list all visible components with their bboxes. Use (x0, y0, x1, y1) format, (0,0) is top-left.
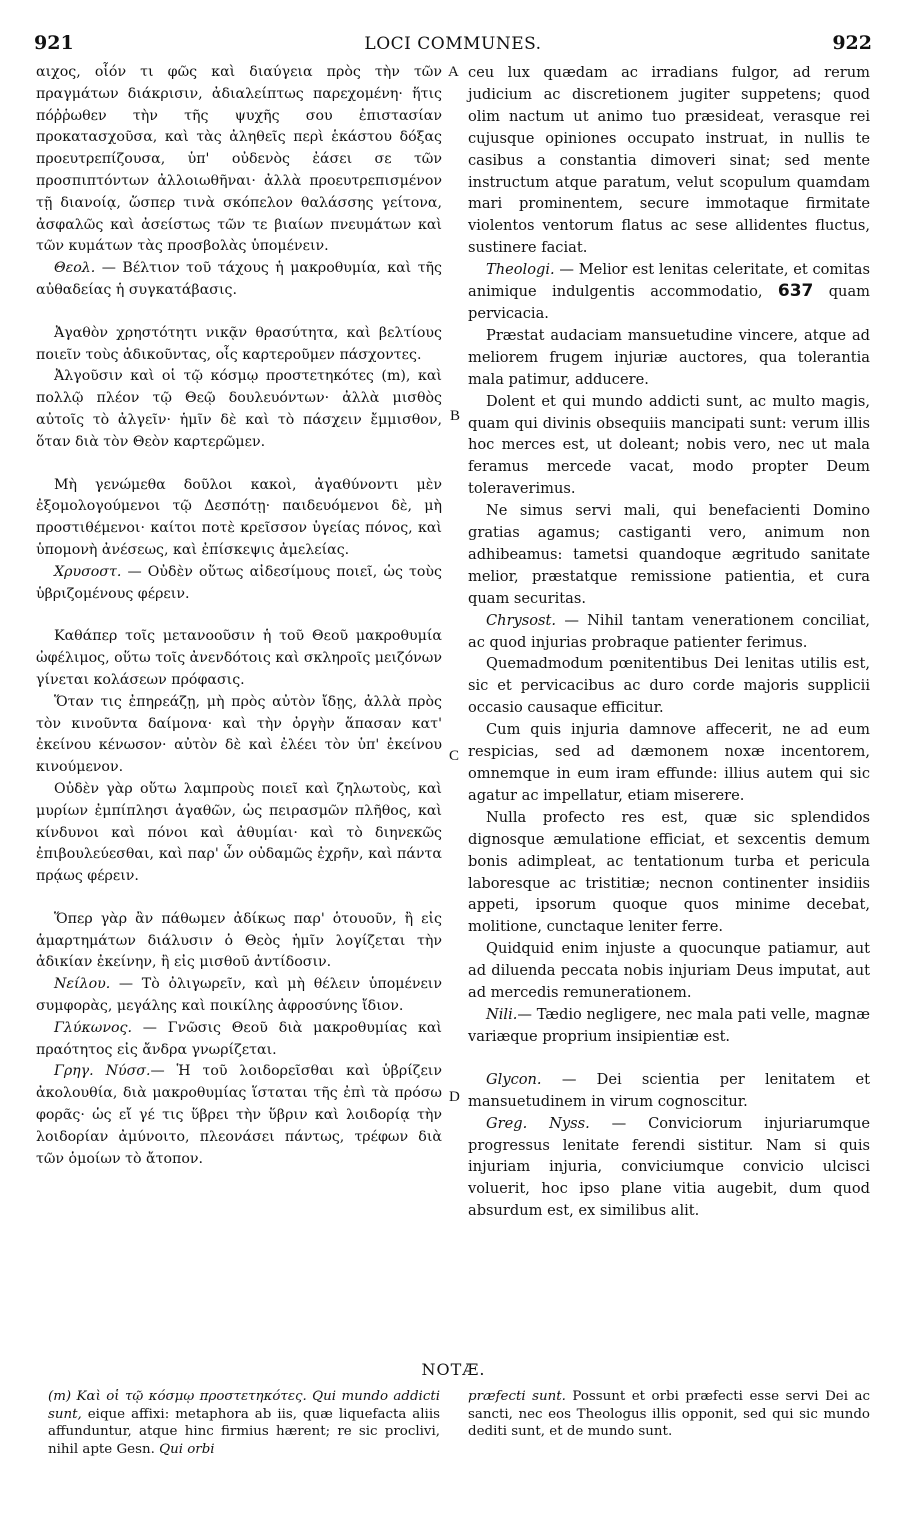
note-lemma-cont: præfecti sunt. (468, 1389, 566, 1404)
author-label: Γλύκωνος. (54, 1019, 132, 1036)
greek-paragraph (36, 779, 442, 888)
paragraph-text: — Ἡ τοῦ λοιδορεῖσθαι καὶ ὑβρίζειν ἀκολουθία, διὰ μακροθυμίας ἵσταται τῆς ἐπὶ τὰ πρόσω φορᾶς· ὡς εἴ γέ τις ὕβρει τὴν ὕβριν καὶ λοιδορίᾳ τὴν λοιδορίαν ἀμύνοιτο, πλεονάσει πάντως, τρέφων διὰ τῶν ὁμοίων τὸ ἄτοπον. (36, 1063, 442, 1167)
note-continuation: Qui orbi (159, 1441, 215, 1457)
author-label: Νείλου. (54, 976, 111, 993)
paragraph-text: — Dei scientia per lenitatem et mansuetudinem in virum cognoscitur. (468, 1070, 870, 1110)
note-lemma: (m) Καὶ οἱ τῷ κόσμῳ προστετηκότες. Qui mundo addicti sunt, (48, 1389, 440, 1422)
latin-paragraph (468, 391, 870, 501)
section-marker-a: A (448, 64, 459, 80)
paragraph-text-after: quam pervicacia. (468, 283, 870, 322)
latin-paragraph (468, 325, 870, 391)
greek-paragraph (36, 626, 442, 691)
latin-paragraph (468, 1004, 870, 1048)
latin-paragraph (468, 1069, 870, 1113)
paragraph-text: — Melior est lenitas celeritate, et comitas animique indulgentis accommodatio, (468, 261, 870, 301)
note-text: eique affixi: metaphora ab iis, quæ liquefacta aliis affunduntur, atque hinc firmius hærent; re sic proclivi, nihil apte Gesn. (48, 1406, 440, 1457)
latin-paragraph (468, 500, 870, 610)
greek-paragraph (36, 475, 442, 562)
paragraph-text: ceu lux quædam ac irradians fulgor, ad rerum judicium ac discretionem jugiter suppetens; quod olim nactum ut animo tuo præsideat, verasque rei cujusque opiniones occupato instruat, in nullis te casibus a constantia dimoveri sinat; sed mente instructum atque paratum, velut scopulum quamdam mari prominentem, secure immotaque firmitate violentos ventorum flatus ac sese allidentes fluctus, sustinere faciat. (468, 64, 870, 257)
greek-paragraph (36, 562, 442, 606)
latin-paragraph (468, 938, 870, 1004)
author-label: Nili. (486, 1005, 518, 1023)
author-label: Glycon. (486, 1070, 542, 1088)
paragraph-text: Nulla profecto res est, quæ sic splendidos dignosque æmulatione efficiat, et sexcentis demum bonis adimpleat, ac tentationum turba et pericula laboresque ac tristitiæ; necnon continenter insidiis appeti, ipsorum quoque quos minime decebat, molitione, cunctaque leniter ferre. (468, 808, 870, 936)
latin-paragraph (468, 610, 870, 654)
paragraph-text: — Γνῶσις Θεοῦ διὰ μακροθυμίας καὶ πραότητος εἰς ἄνδρα γνωρίζεται. (36, 1019, 442, 1058)
latin-paragraph (468, 1113, 870, 1223)
paragraph-text: — Nihil tantam venerationem conciliat, ac quod injurias probraque patienter ferimus. (468, 611, 870, 651)
author-label: Theologi. (486, 261, 555, 279)
paragraph-text: Quemadmodum pœnitentibus Dei lenitas utilis est, sic et pervicacibus ac duro corde majoris supplicii occasio causaque efficitur. (468, 655, 870, 717)
paragraph-text: — Βέλτιον τοῦ τάχους ἡ μακροθυμία, καὶ τῆς αὐθαδείας ἡ συγκατάβασις. (36, 260, 442, 298)
paragraph-text: Præstat audaciam mansuetudine vincere, atque ad meliorem frugem injuriæ auctores, qua tolerantia mala patimur, adducere. (468, 326, 870, 388)
paragraph-text: Dolent et qui mundo addicti sunt, ac multo magis, quam qui divinis obsequiis mancipati sunt: verum illis hoc merces est, ut doleant; nobis vero, nec ut mala feramus mercede vacat, modo propter Deum toleraverimus. (468, 392, 870, 498)
greek-paragraph (36, 1061, 442, 1170)
paragraph-text: Ὅταν τις ἐπηρεάζῃ, μὴ πρὸς αὐτὸν ἴδῃς, ἀλλὰ πρὸς τὸν κινοῦντα δαίμονα· καὶ τὴν ὀργὴν ἅπασαν κατ' ἐκείνου κένωσον· αὐτὸν δὲ καὶ ἐλέει τὸν ὑπ' ἐκείνου κινούμενον. (36, 693, 442, 776)
page-number-right: 922 (832, 32, 872, 54)
latin-paragraph (468, 807, 870, 938)
paragraph-text: — Τὸ ὀλιγωρεῖν, καὶ μὴ θέλειν ὑπομένειν συμφορὰς, μεγάλης καὶ ποικίλης ἀφροσύνης ἴδιον. (36, 976, 442, 1015)
latin-paragraph (468, 719, 870, 807)
paragraph-text: Ὅπερ γὰρ ἂν πάθωμεν ἀδίκως παρ' ὁτουοῦν, ἢ εἰς ἁμαρτημάτων διάλυσιν ὁ Θεὸς ἡμῖν λογίζεται τὴν ἀδικίαν ἐκείνην, ἢ εἰς μισθοῦ ἀντίδοσιν. (36, 910, 442, 971)
paragraph-text: — Conviciorum injuriarumque progressus lenitate ferendi sistitur. Nam si quis injuriam injuria, conviciumque convicio ulcisci voluerit, hoc ipso plane vitia augebit, dum quod absurdum est, ex similibus alit. (468, 1114, 870, 1220)
author-label: Θεολ. (54, 260, 96, 277)
greek-paragraph (36, 974, 442, 1018)
latin-paragraph (468, 653, 870, 719)
column-number: 637 (777, 281, 814, 302)
paragraph-text: Οὐδὲν γὰρ οὕτω λαμπροὺς ποιεῖ καὶ ζηλωτοὺς, καὶ μυρίων ἐμπίπλησι ἀγαθῶν, ὡς πειρασμῶν πλῆθος, καὶ κίνδυνοι καὶ πόνοι καὶ ἀθυμίαι· καὶ τὸ διηνεκῶς ἐπιβουλεύεσθαι, καὶ παρ' ὧν οὐδαμῶς ἐχρῆν, καὶ πάντα πρᾴως φέρειν. (36, 780, 442, 885)
greek-paragraph (36, 366, 442, 453)
paragraph-text: Καθάπερ τοῖς μετανοοῦσιν ἡ τοῦ Θεοῦ μακροθυμία ὠφέλιμος, οὕτω τοῖς ἀνενδότοις καὶ σκληροῖς μειζόνων γίνεται κολάσεων πρόφασις. (36, 628, 442, 688)
author-label: Greg. Nyss. (486, 1114, 590, 1132)
greek-column (36, 62, 442, 1170)
greek-paragraph (36, 323, 442, 367)
greek-paragraph (36, 1018, 442, 1062)
greek-paragraph (36, 692, 442, 779)
paragraph-text: Ἀλγοῦσιν καὶ οἱ τῷ κόσμῳ προστετηκότες (m), καὶ πολλῷ πλέον τῷ Θεῷ δουλευόντων· ἀλλὰ μισθὸς αὐτοῖς τὸ ἀλγεῖν· ἡμῖν δὲ καὶ τὸ πάσχειν ἔμμισθον, ὅταν διὰ τὸν Θεὸν καρτερῶμεν. (36, 368, 442, 450)
author-label: Chrysost. (486, 611, 557, 629)
section-marker-d: D (449, 1089, 460, 1105)
paragraph-text: Quidquid enim injuste a quocunque patiamur, aut ad diluenda peccata nobis injuriam Deus imputat, aut ad mercedis remunerationem. (468, 940, 870, 1002)
latin-column (468, 62, 870, 1222)
notes-title: NOTÆ. (421, 1360, 486, 1379)
running-title: LOCI COMMUNES. (364, 34, 542, 54)
author-label: Χρυσοστ. (54, 563, 122, 580)
paragraph-text: Ἀγαθὸν χρηστότητι νικᾷν θρασύτητα, καὶ βελτίους ποιεῖν τοὺς ἀδικοῦντας, οἷς καρτεροῦμεν πάσχοντες. (36, 324, 442, 363)
paragraph-text: αιχος, οἷόν τι φῶς καὶ διαύγεια πρὸς τὴν τῶν πραγμάτων διάκρισιν, ἀδιαλείπτως παρεχομένη· ἥτις πόῤῥωθεν τὴν τῆς ψυχῆς σου ἐπιστασίαν προκατασχοῦσα, καὶ τὰς ἀληθεῖς περὶ ἑκάστου δόξας προευτρεπίζουσα, ὑπ' οὐδενὸς ἐάσει σε τῶν προσπιπτόντων ἀλλοιωθῆναι· ἀλλὰ προευτρεπισμένον τῇ διανοίᾳ, ὥσπερ τινὰ σκόπελον θαλάσσης γείτονα, ἀσφαλῶς καὶ ἀσείστως τῶν τε βιαίων πνευμάτων καὶ τῶν κυμάτων τὰς προσβολὰς ὑπομένειν. (36, 64, 442, 255)
greek-paragraph (36, 62, 442, 258)
notes-right (468, 1388, 870, 1441)
greek-paragraph (36, 909, 442, 974)
latin-paragraph (468, 62, 870, 259)
page-number-left: 921 (34, 32, 74, 54)
paragraph-text: — Tædio negligere, nec mala pati velle, magnæ variæque proprium insipientiæ est. (468, 1005, 870, 1045)
latin-paragraph (468, 259, 870, 325)
page-header (34, 32, 872, 56)
notes-left (48, 1388, 440, 1458)
section-marker-c: C (449, 748, 460, 764)
note-text-cont: Possunt et orbi præfecti esse servi Dei ac sancti, nec eos Theologus illis opponit, sed qui sic mundo dediti sunt, et de mundo sunt. (468, 1389, 870, 1439)
paragraph-text: Cum quis injuria damnove affecerit, ne ad eum respicias, sed ad dæmonem noxæ incentorem, omnemque in eum iram effunde: illius autem qui sic agatur ac impellatur, etiam miserere. (468, 721, 870, 804)
paragraph-text: Ne simus servi mali, qui benefacienti Domino gratias agamus; castiganti vero, animum non adhibeamus: tametsi quandoque ægritudo sanitate melior, præstatque remissione patientia, et cura quam securitas. (468, 502, 870, 607)
author-label: Γρηγ. Νύσσ. (54, 1063, 151, 1080)
paragraph-text: Μὴ γενώμεθα δοῦλοι κακοὶ, ἀγαθύνοντι μὲν ἐξομολογούμενοι τῷ Δεσπότῃ· παιδευόμενοι δὲ, μὴ προστιθέμενοι· καίτοι ποτὲ κρεῖσσον ὑγείας πόνος, καὶ ὑπομονὴ ἀνέσεως, καὶ ἐπίσκεψις ἀμελείας. (36, 476, 442, 558)
greek-paragraph (36, 258, 442, 302)
paragraph-text: — Οὐδὲν οὕτως αἰδεσίμους ποιεῖ, ὡς τοὺς ὑβριζομένους φέρειν. (36, 563, 442, 602)
section-marker-b: B (450, 408, 461, 424)
